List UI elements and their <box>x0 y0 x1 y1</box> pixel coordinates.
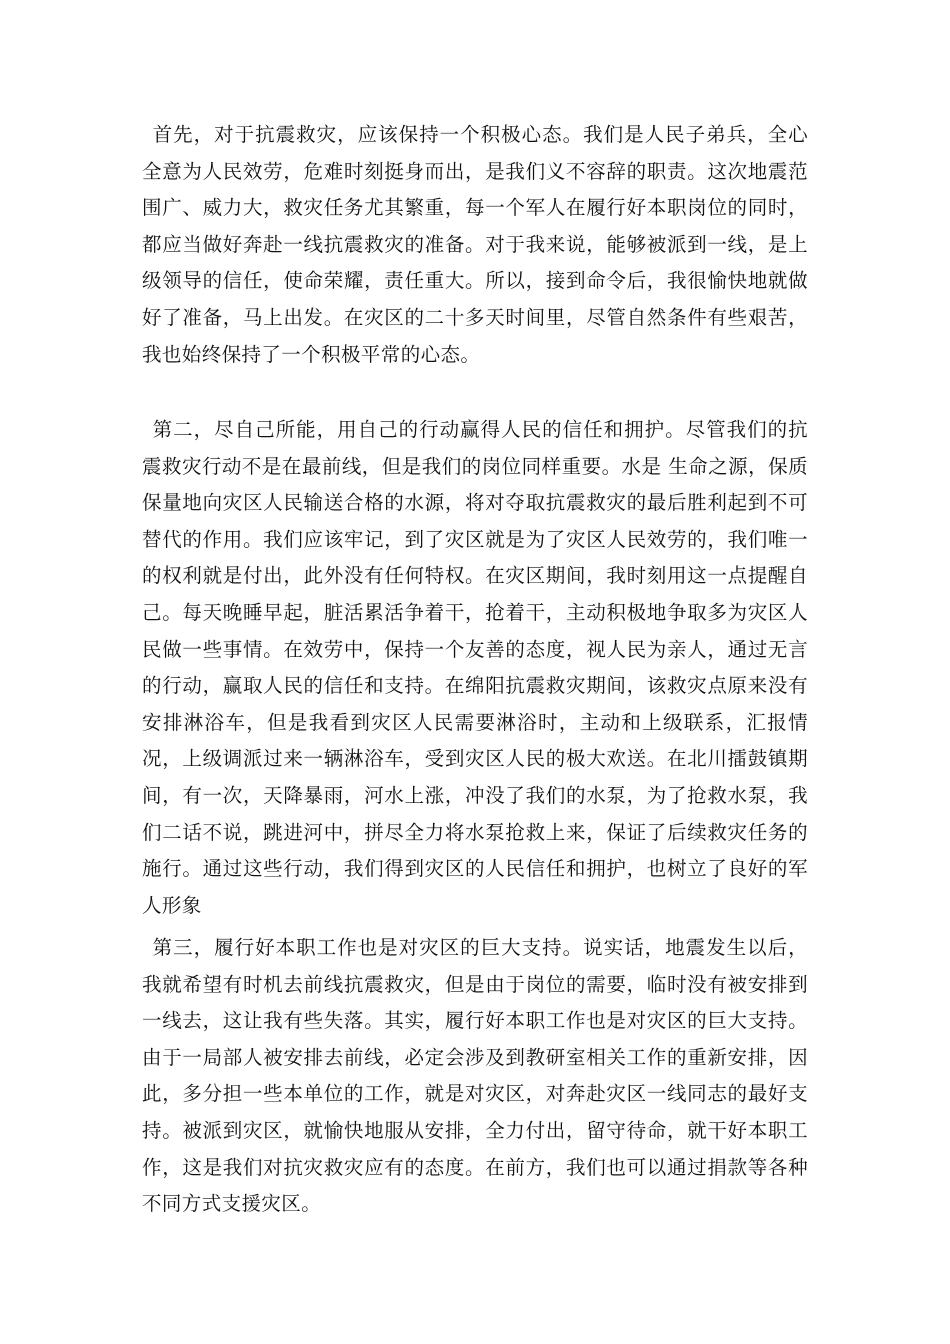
paragraph-1: 首先，对于抗震救灾，应该保持一个积极心态。我们是人民子弟兵，全心全意为人民效劳，危难时刻挺身而出，是我们义不容辞的职责。这次地震范围广、威力大，救灾任务尤其繁重，每一个军人在履行好本职岗位的同时，都应当做好奔赴一线抗震救灾的准备。对于我来说，能够被派到一线，是上级领导的信任，使命荣耀，责任重大。所以，接到命令后，我很愉快地就做好了准备，马上出发。在灾区的二十多天时间里，尽管自然条件有些艰苦，我也始终保持了一个积极平常的心态。 <box>142 123 808 366</box>
paragraph-3: 第三，履行好本职工作也是对灾区的巨大支持。说实话，地震发生以后，我就希望有时机去前线抗震救灾，但是由于岗位的需要，临时没有被安排到一线去，这让我有些失落。其实，履行好本职工作也是对灾区的巨大支持。由于一局部人被安排去前线，必定会涉及到教研室相关工作的重新安排，因此，多分担一些本单位的工作，就是对灾区，对奔赴灾区一线同志的最好支持。被派到灾区，就愉快地服从安排，全力付出，留守待命，就干好本职工作，这是我们对抗灾救灾应有的态度。在前方，我们也可以通过捐款等各种不同方式支援灾区。 <box>142 936 808 1216</box>
paragraph-2: 第二，尽自己所能，用自己的行动赢得人民的信任和拥护。尽管我们的抗震救灾行动不是在最前线，但是我们的岗位同样重要。水是 生命之源，保质保量地向灾区人民输送合格的水源，将对夺取抗震救灾的最后胜利起到不可替代的作用。我们应该牢记，到了灾区就是为了灾区人民效劳的，我们唯一的权利就是付出，此外没有任何特权。在灾区期间，我时刻用这一点提醒自己。每天晚睡早起，脏活累活争着干，抢着干，主动积极地争取多为灾区人民做一些事情。在效劳中，保持一个友善的态度，视人民为亲人，通过无言的行动，赢取人民的信任和支持。在绵阳抗震救灾期间，该救灾点原来没有安排淋浴车，但是我看到灾区人民需要淋浴时，主动和上级联系，汇报情况，上级调派过来一辆淋浴车，受到灾区人民的极大欢送。在北川擂鼓镇期间，有一次，天降暴雨，河水上涨，冲没了我们的水泵，为了抢救水泵，我们二话不说，跳进河中，拼尽全力将水泵抢救上来，保证了后续救灾任务的施行。通过这些行动，我们得到灾区的人民信任和拥护，也树立了良好的军人形象 <box>142 418 808 917</box>
